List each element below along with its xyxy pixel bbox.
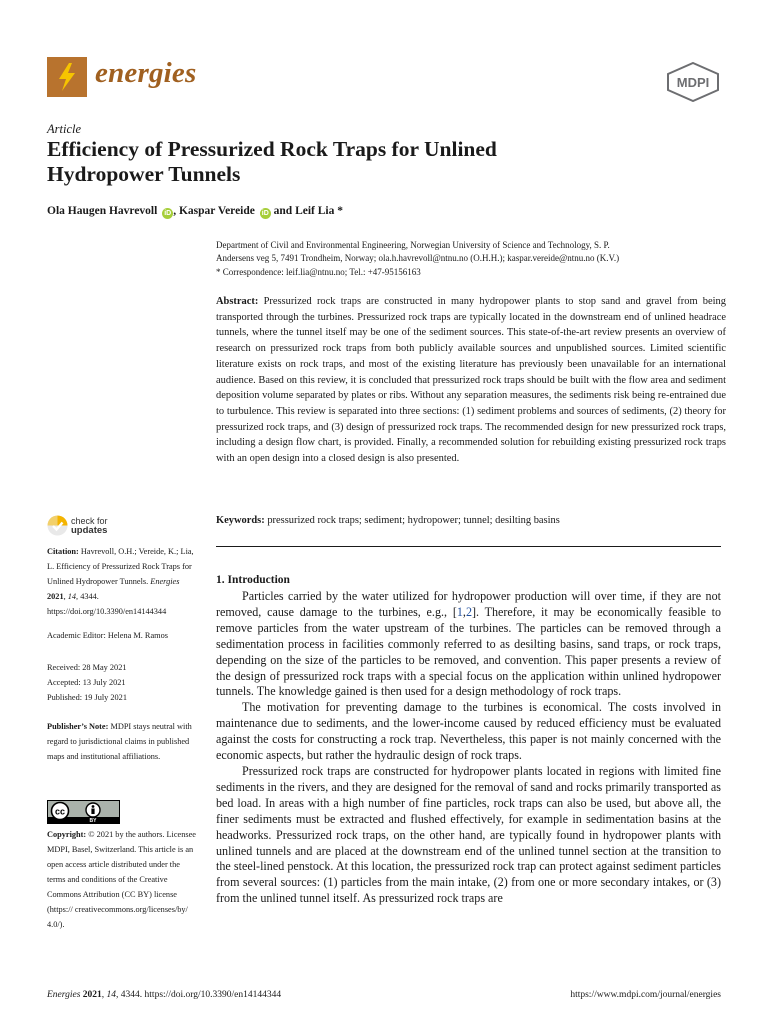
introduction-body <box>216 589 721 907</box>
publisher-name: MDPI <box>676 75 710 90</box>
paragraph: Pressurized rock traps are constructed for hydropower plants located in regions with limited fine sediments in the rivers, and they are designed for the removal of sand and rocks primarily transported as bed load. In areas with a high number of fine particles, rock traps can also be used, but above all, the finer sediments must be extracted and flushed effectively, for example in sedimentation basins at the headworks. Pressurized rock traps, on the other hand, are typically found in hydropower plants with unlined tunnels and are placed at the downstream end of the unlined tunnel section at the transition to the steel-lined penstock. At this location, the pressurized rock trap can protect against sediment particles from several sources: (1) particles from the main intake, (2) from one or more secondary intakes, or (3) from the unlined tunnel itself. As pressurized rock traps are <box>216 763 721 906</box>
correspondence: * Correspondence: leif.lia@ntnu.no; Tel.: +47-95156163 <box>216 266 421 277</box>
check-for-updates-badge[interactable]: check for updates <box>47 515 137 541</box>
article-title: Efficiency of Pressurized Rock Traps for Unlined Hydropower Tunnels <box>47 137 497 186</box>
orcid-icon[interactable]: iD <box>164 210 172 217</box>
keywords-text: pressurized rock traps; sediment; hydropower; tunnel; desilting basins <box>267 515 560 526</box>
journal-name: energies <box>95 57 197 89</box>
author-name[interactable]: Kaspar Vereide <box>178 205 255 217</box>
academic-editor: Academic Editor: Helena M. Ramos <box>47 631 168 640</box>
abstract-label: Abstract: <box>216 296 259 307</box>
citation-link[interactable]: 2 <box>465 604 472 619</box>
orcid-icon[interactable]: iD <box>261 210 269 217</box>
keywords-label: Keywords: <box>216 515 265 526</box>
publisher-note: Publisher’s Note: MDPI stays neutral with regard to jurisdictional claims in published maps and institutional affiliations. <box>47 722 192 761</box>
keywords <box>216 515 726 526</box>
footer-citation: Energies 2021, 14, 4344. https://doi.org/10.3390/en14144344 <box>47 990 282 1000</box>
copyright: Copyright: © 2021 by the authors. Licensee MDPI, Basel, Switzerland. This article is an open access article distributed under the terms and conditions of the Creative Commons Attribution (CC BY) license (https:// creativecommons.org/licenses/by/ 4.0/). <box>47 830 196 929</box>
publisher-logo <box>666 62 720 102</box>
author-name[interactable]: Leif Lia * <box>295 205 343 217</box>
creative-commons-icon <box>48 801 119 823</box>
divider <box>216 546 721 547</box>
abstract-text: Pressurized rock traps are constructed in many hydropower plants to stop sand and gravel from being transported through the turbines. Pressurized rock traps are typically located in the downstream end of unlined headrace tunnels, where the tunnel itself may be one of the sediment sources. This state-of-the-art review presents an overview of research on pressurized rock traps from both publicly available sources and unpublished sources. Limited scientific literature exists on rock traps, and most of the existing literature has previously been unavailable for an international audience. Based on this review, it is concluded that pressurized rock traps should be built with the flow area and sediment deposition volume separated by plates or ribs. Without any separation measures, the sediments risk being re-entrained due to turbulence. This review is separated into three sections: (1) sediment problems and sources of sediments, (2) theory for pressurized rock traps, and (3) design of pressurized rock traps. The recommended design for new pressurized rock traps, including a design flow chart, is provided. Finally, a recommended solution for rebuilding existing pressurized rock traps with an open design into a closed design is also presented. <box>216 296 726 465</box>
lightning-bolt-icon <box>47 57 87 97</box>
paragraph: The motivation for preventing damage to the turbines is economical. The costs involved in maintenance due to sediments, and the lower-income caused by reduced efficiency must be evaluated against the costs for constructing a rock trap. Nevertheless, this paper is not mainly concerned with the economic aspects, but rather the hydraulic design of rock traps. <box>216 700 721 763</box>
footer-url[interactable]: https://www.mdpi.com/journal/energies <box>570 990 721 1000</box>
cc-by-license-badge[interactable] <box>47 800 120 824</box>
paragraph: Particles carried by the water utilized for hydropower production will over time, if they are not removed, cause damage to the turbines, e.g., [1,2]. Therefore, it may be economically feasible to remove particles from the water upstream of the turbines. The particles can be removed through a sedimentation process in facilities commonly referred to as desilting basins, sand traps, or rock traps, depending on the size of the particles to be removed, and convention. This paper presents a review of the design of pressurized rock traps with a special focus on the application within unlined hydropower tunnels. The knowledge gained is then used for a design methodology of rock traps. <box>216 589 721 699</box>
check-updates-icon <box>47 515 68 536</box>
citation-link[interactable]: 1 <box>456 604 463 619</box>
svg-text:cc: cc <box>54 806 66 817</box>
section-heading: 1. Introduction <box>216 574 290 586</box>
article-type: Article <box>47 122 82 136</box>
author-list: Ola Haugen Havrevoll iD , Kaspar Vereide iD and Leif Lia * <box>47 205 343 217</box>
publication-dates: Received: 28 May 2021 Accepted: 13 July 2021 Published: 19 July 2021 <box>47 663 127 702</box>
citation: Citation: Havrevoll, O.H.; Vereide, K.; Lia, L. Efficiency of Pressurized Rock Traps for Unlined Hydropower Tunnels. Energies 2021, 14, 4344. https://doi.org/10.3390/en14144344 <box>47 547 194 616</box>
abstract <box>216 294 726 467</box>
affiliation-block: Department of Civil and Environmental Engineering, Norwegian University of Science and Technology, S. P. Andersens veg 5, 7491 Trondheim, Norway; ola.h.havrevoll@ntnu.no (O.H.H.); kaspar.vereide@ntnu.no (K.V.) * Correspondence: leif.lia@ntnu.no; Tel.: +47-95156163 <box>216 239 726 279</box>
author-name[interactable]: Ola Haugen Havrevoll <box>47 205 158 217</box>
svg-text:BY: BY <box>89 818 97 823</box>
journal-logo <box>47 57 87 97</box>
